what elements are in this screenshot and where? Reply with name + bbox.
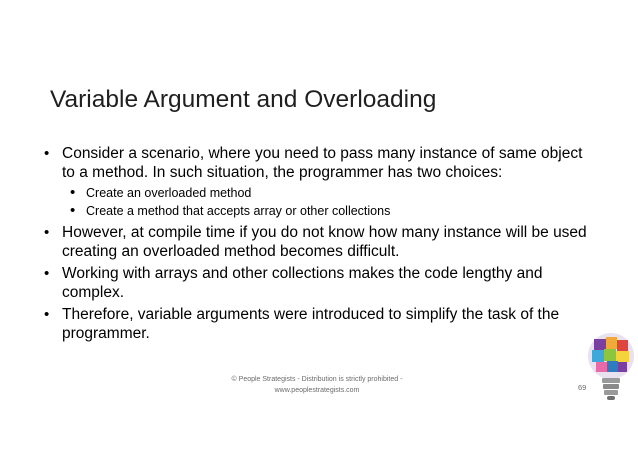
bullet-text: However, at compile time if you do not know how many instance will be used creating an overloaded method becomes difficult. [62, 224, 587, 260]
bullet-glyph: • [44, 224, 50, 241]
bullet-text: Therefore, variable arguments were introduced to simplify the task of the programmer. [62, 306, 560, 342]
list-item [36, 264, 596, 302]
bullet-list [36, 144, 596, 346]
footer-url: www.peoplestrategists.com [274, 387, 360, 394]
bullet-glyph: • [44, 265, 50, 282]
sub-bullet-text: Create an overloaded method [86, 186, 252, 200]
bullet-glyph: • [44, 306, 50, 323]
bullet-glyph: • [70, 202, 76, 219]
bullet-text: Working with arrays and other collections makes the code lengthy and complex. [62, 265, 543, 301]
footer-copyright: © People Strategists - Distribution is strictly prohibited - [231, 376, 403, 383]
bullet-glyph: • [44, 145, 50, 162]
slide-title: Variable Argument and Overloading [50, 86, 437, 113]
list-item [36, 144, 596, 220]
page-number: 69 [578, 383, 587, 392]
list-item [62, 202, 596, 220]
list-item [36, 223, 596, 261]
list-item [62, 184, 596, 202]
footer [226, 374, 408, 396]
bullet-glyph: • [70, 184, 76, 201]
sub-bullet-text: Create a method that accepts array or other collections [86, 204, 391, 218]
bullet-text: Consider a scenario, where you need to pass many instance of same object to a method. In such situation, the programmer has two choices: [62, 145, 583, 181]
sub-bullet-list [62, 184, 596, 220]
lightbulb-puzzle-logo-icon [586, 330, 636, 404]
list-item [36, 305, 596, 343]
